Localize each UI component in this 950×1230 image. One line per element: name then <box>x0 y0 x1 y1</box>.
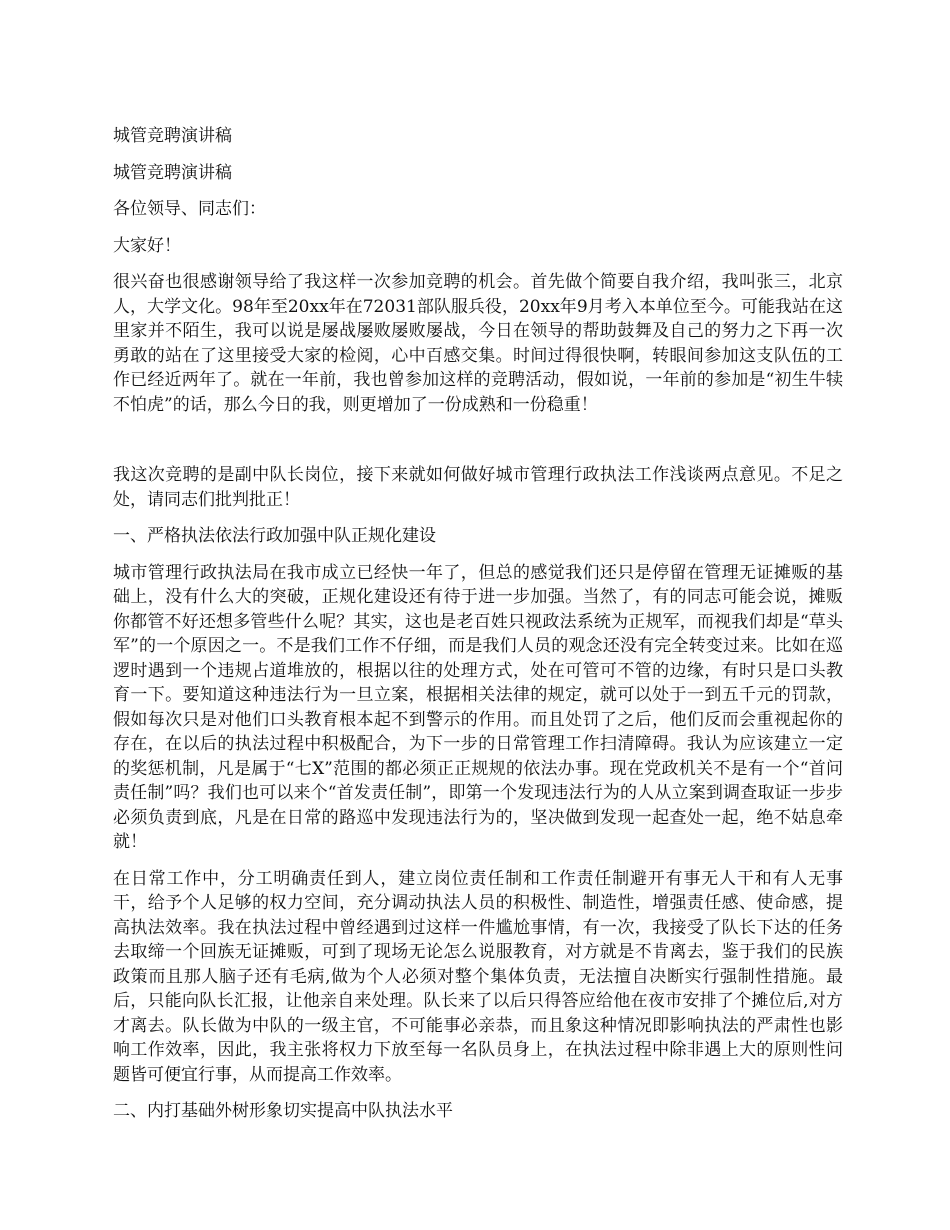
section-1-heading: 一、严格执法依法行政加强中队正规化建设 <box>113 526 436 546</box>
document-subtitle: 城管竞聘演讲稿 <box>113 162 232 183</box>
section-2-heading: 二、内打基础外树形象切实提高中队执法水平 <box>113 1101 453 1121</box>
position-statement: 我这次竞聘的是副中队长岗位，接下来就如何做好城市管理行政执法工作浅谈两点意见。不足之处，请同志们批判批正！ <box>113 465 843 510</box>
section-1-paragraph-1: 城市管理行政执法局在我市成立已经快一年了，但总的感觉我们还只是停留在管理无证摊贩的基础上，没有什么大的突破，正规化建设还有待于进一步加强。当然了，有的同志可能会说，摊贩你都管不好还想多管些什么呢？其实，这也是老百姓只视政法系统为正规军，而视我们却是“草头军”的一个原因之一。不是我们工作不仔细，而是我们人员的观念还没有完全转变过来。比如在巡逻时遇到一个违规占道堆放的，根据以往的处理方式，处在可管可不管的边缘，有时只是口头教育一下。要知道这种违法行为一旦立案，根据相关法律的规定，就可以处于一到五千元的罚款，假如每次只是对他们口头教育根本起不到警示的作用。而且处罚了之后，他们反而会重视起你的存在，在以后的执法过程中积极配合，为下一步的日常管理工作扫清障碍。我认为应该建立一定的奖惩机制，凡是属于“七X”范围的都必须正正规规的依法办事。现在党政机关不是有一个“首问责任制”吗？我们也可以来个“首发责任制”，即第一个发现违法行为的人从立案到调查取证一步步必须负责到底，凡是在日常的路巡中发现违法行为的，坚决做到发现一起查处一起，绝不姑息牵就！ <box>113 562 843 852</box>
intro-paragraph: 很兴奋也很感谢领导给了我这样一次参加竞聘的机会。首先做个简要自我介绍，我叫张三，北京人，大学文化。98年至20xx年在72031部队服兵役，20xx年9月考入本单位至今。可能我站在这里家并不陌生，我可以说是屡战屡败屡败屡战，今日在领导的帮助鼓舞及自己的努力之下再一次勇敢的站在了这里接受大家的检阅，心中百感交集。时间过得很快啊，转眼间参加这支队伍的工作已经近两年了。就在一年前，我也曾参加这样的竞聘活动，假如说，一年前的参加是“初生牛犊不怕虎”的话，那么今日的我，则更增加了一份成熟和一份稳重！ <box>113 272 843 415</box>
salutation: 各位领导、同志们： <box>113 199 266 219</box>
section-1-paragraph-2: 在日常工作中，分工明确责任到人，建立岗位责任制和工作责任制避开有事无人干和有人无事干，给予个人足够的权力空间，充分调动执法人员的积极性、制造性，增强责任感、使命感，提高执法效率。我在执法过程中曾经遇到过这样一件尴尬事情，有一次，我接受了队长下达的任务去取缔一个回族无证摊贩，可到了现场无论怎么说服教育，对方就是不肯离去，鉴于我们的民族政策而且那人脑子还有毛病,做为个人必须对整个集体负责，无法擅自决断实行强制性措施。最后，只能向队长汇报，让他亲自来处理。队长来了以后只得答应给他在夜市安排了个摊位后,对方才离去。队长做为中队的一级主官，不可能事必亲恭，而且象这种情况即影响执法的严肃性也影响工作效率，因此，我主张将权力下放至每一名队员身上，在执法过程中除非遇上大的原则性问题皆可便宜行事，从而提高工作效率。 <box>113 868 843 1085</box>
document-title: 城管竞聘演讲稿 <box>113 126 232 146</box>
greeting: 大家好！ <box>113 235 181 256</box>
document-page <box>113 124 843 1136</box>
paragraph-spacer <box>113 429 843 463</box>
